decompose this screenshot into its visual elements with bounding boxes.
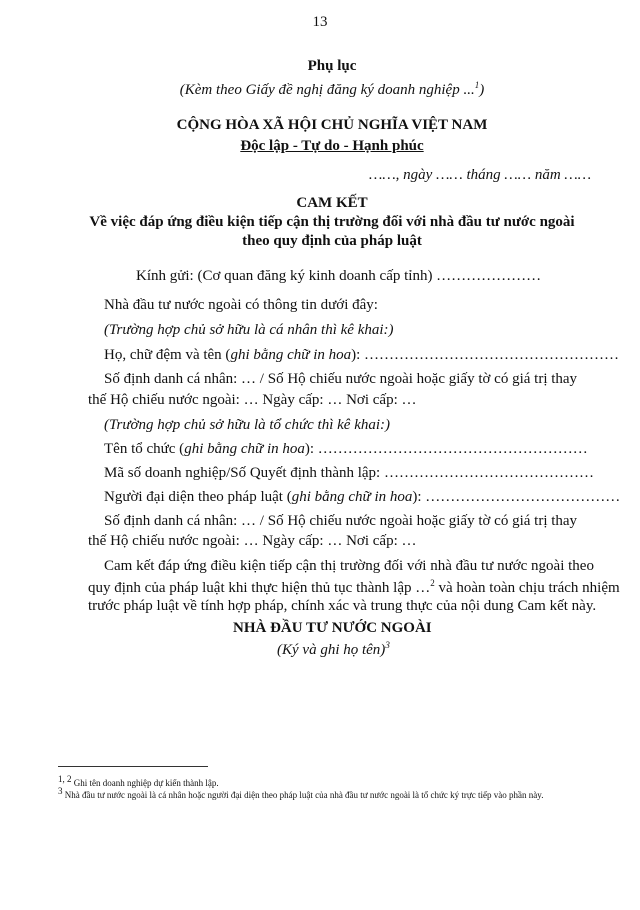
signature-title: NHÀ ĐẦU TƯ NƯỚC NGOÀI xyxy=(233,620,432,636)
business-id-field: Mã số doanh nghiệp/Số Quyết định thành lập: …………………………………… xyxy=(104,465,594,481)
date-line: ……, ngày …… tháng …… năm …… xyxy=(369,167,592,183)
organization-name-field: Tên tổ chức (ghi bằng chữ in hoa): ……………………………………………… xyxy=(104,441,588,457)
footnote-1: 1, 2 Ghi tên doanh nghiệp dự kiến thành lập. xyxy=(58,774,219,788)
individual-id-line2: thế Hộ chiếu nước ngoài: … Ngày cấp: … Nơi cấp: … xyxy=(88,392,417,408)
representative-id-line2: thế Hộ chiếu nước ngoài: … Ngày cấp: … Nơi cấp: … xyxy=(88,533,417,549)
page-number: 13 xyxy=(312,14,328,30)
representative-name-field: Người đại diện theo pháp luật (ghi bằng chữ in hoa): ………………………………… xyxy=(104,489,621,505)
individual-id-line1: Số định danh cá nhân: … / Số Hộ chiếu nước ngoài hoặc giấy tờ có giá trị thay xyxy=(104,371,578,387)
commitment-line1: Cam kết đáp ứng điều kiện tiếp cận thị trường đối với nhà đầu tư nước ngoài theo xyxy=(104,558,594,574)
appendix-title: Phụ lục xyxy=(307,58,357,74)
footnote-divider xyxy=(58,766,208,767)
nation-heading: CỘNG HÒA XÃ HỘI CHỦ NGHĨA VIỆT NAM xyxy=(176,117,488,133)
appendix-subtitle: (Kèm theo Giấy đề nghị đăng ký doanh nghiệp ...$^1$) xyxy=(179,80,485,98)
document-subtitle-line2: theo quy định của pháp luật xyxy=(242,233,422,249)
document-title: CAM KẾT xyxy=(296,195,368,211)
commitment-line2: quy định của pháp luật khi thực hiện thủ tục thành lập …$^2$ và hoàn toàn chịu trách nhiệm xyxy=(88,578,620,596)
intro-line: Nhà đầu tư nước ngoài có thông tin dưới đây: xyxy=(104,297,378,313)
representative-id-line1: Số định danh cá nhân: … / Số Hộ chiếu nước ngoài hoặc giấy tờ có giá trị thay xyxy=(104,513,578,529)
footnote-2: 3 Nhà đầu tư nước ngoài là cá nhân hoặc người đại diện theo pháp luật của nhà đầu tư nước ngoài là tổ chức ký trực tiếp vào phần này. xyxy=(58,786,544,800)
individual-name-field: Họ, chữ đệm và tên (ghi bằng chữ in hoa): …………………………………………… xyxy=(104,347,620,363)
signature-note: (Ký và ghi họ tên)$^3$ xyxy=(277,640,390,658)
organization-note: (Trường hợp chủ sở hữu là tổ chức thì kê khai:) xyxy=(104,417,391,433)
individual-note: (Trường hợp chủ sở hữu là cá nhân thì kê khai:) xyxy=(104,322,394,338)
commitment-line3: trước pháp luật về tính hợp pháp, chính xác và trung thực của nội dung Cam kết này. xyxy=(88,598,597,614)
document-subtitle-line1: Về việc đáp ứng điều kiện tiếp cận thị trường đối với nhà đầu tư nước ngoài xyxy=(89,214,575,230)
recipient-line: Kính gửi: (Cơ quan đăng ký kinh doanh cấp tỉnh) ………………… xyxy=(136,268,542,284)
motto: Độc lập - Tự do - Hạnh phúc xyxy=(240,138,424,154)
